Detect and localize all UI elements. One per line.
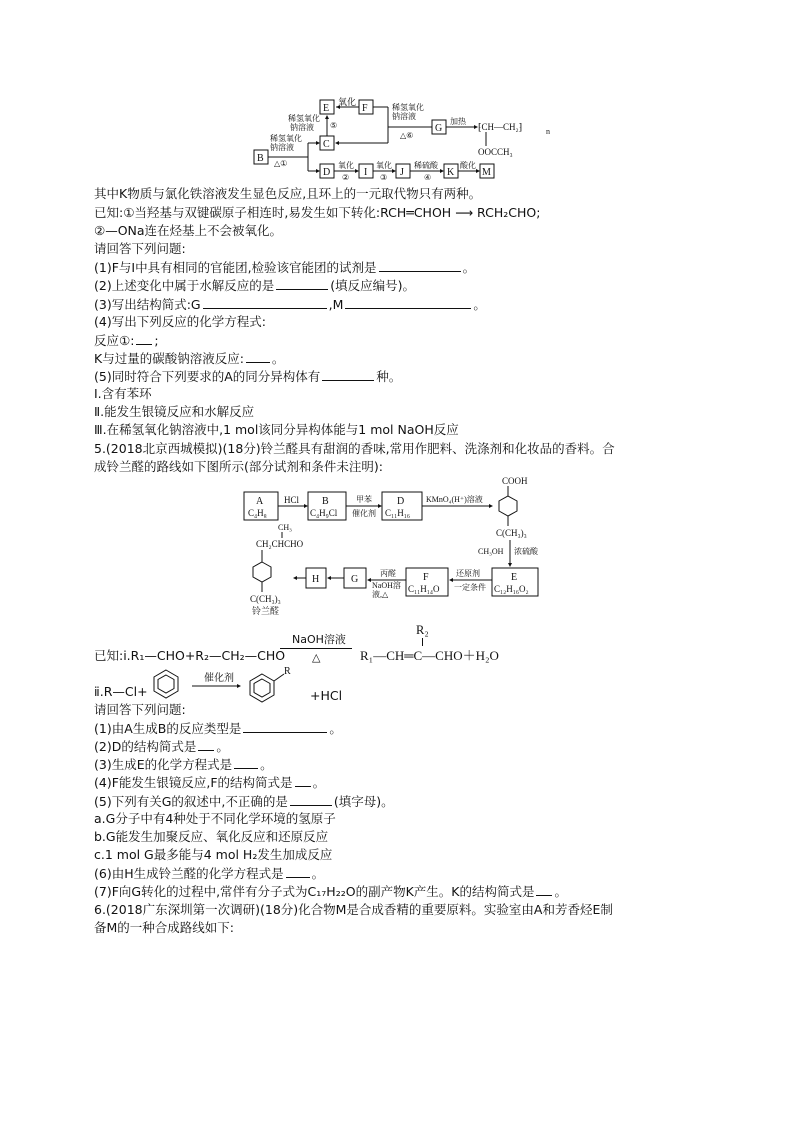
answer-blank-5[interactable] — [322, 368, 374, 381]
label-dilnaoh-g-1: 稀氢氧化 — [392, 103, 424, 112]
question-1: (1)F与I中具有相同的官能团,检验该官能团的试剂是 。 — [94, 260, 476, 275]
question-4: (4)写出下列反应的化学方程式: — [94, 314, 266, 329]
problem-6-intro-2: 备M的一种合成路线如下: — [94, 920, 234, 935]
box-b-label: B — [322, 496, 329, 507]
box-b-formula: C₄H₉Cl — [310, 508, 338, 518]
reagent-naoh: NaOH溶 — [372, 581, 401, 590]
polymer-main: ⁅CH—CH₂⁆ — [478, 122, 523, 132]
box-g-label: G — [351, 574, 359, 585]
text-known-1: 已知:①当羟基与双键碳原子相连时,易发生如下转化:RCH═CHOH ⟶ RCH₂CHO; — [94, 205, 541, 220]
text-answer-prompt: 请回答下列问题: — [94, 241, 186, 256]
question-2: (2)上述变化中属于水解反应的是 (填反应编号)。 — [94, 278, 415, 293]
answer-blank-3m[interactable] — [345, 296, 471, 309]
label-oxidation-ij: 氧化 — [376, 161, 392, 170]
known-reaction-ii: ⅱ.R—Cl+ — [94, 684, 148, 699]
reagent-ch3oh: CH₃OH — [478, 547, 504, 556]
label-heat: 加热 — [450, 117, 466, 126]
answer-blank-2[interactable] — [276, 277, 328, 290]
reagent-propanal: 丙醛 — [380, 569, 396, 578]
product-name: 铃兰醛 — [252, 606, 280, 616]
reaction-scheme-1 — [248, 96, 558, 180]
label-step5: ⑤ — [330, 121, 338, 130]
question-5: (5)同时符合下列要求的A的同分异构体有 种。 — [94, 369, 402, 384]
answer-blank-1[interactable] — [379, 259, 461, 272]
box-d-formula: C₁₁H₁₆ — [385, 508, 411, 518]
reaction-i-r2-bond — [422, 638, 423, 646]
q5-6: (6)由H生成铃兰醛的化学方程式是 。 — [94, 866, 325, 881]
box-b: B — [257, 153, 264, 164]
label-oxidation-ef: 氧化 — [338, 97, 357, 107]
option-c: c.1 mol G最多能与4 mol H₂发生加成反应 — [94, 847, 333, 862]
question-4-k: K与过量的碳酸钠溶液反应: 。 — [94, 351, 285, 366]
q5-5: (5)下列有关G的叙述中,不正确的是 (填字母)。 — [94, 794, 394, 809]
answer-blank-4a[interactable] — [136, 332, 152, 345]
label-dilnaoh-ce-1: 稀氢氧化 — [288, 114, 320, 123]
box-f-formula: C₁₁H₁₄O — [408, 584, 440, 594]
question-4-reaction1: 反应①: ; — [94, 333, 159, 348]
box-k: K — [447, 167, 455, 178]
label-step6: △⑥ — [400, 131, 414, 140]
answer-blank-q5-1[interactable] — [243, 720, 327, 733]
label-h2so4: 稀硫酸 — [414, 161, 438, 170]
box-j: J — [400, 167, 404, 178]
box-m: M — [482, 167, 491, 178]
box-e: E — [323, 103, 330, 114]
answer-blank-4b[interactable] — [246, 350, 270, 363]
box-e-formula: C₁₂H₁₆O₂ — [494, 584, 529, 594]
reaction-i-product: R₁—CH═C—CHO＋H₂O — [360, 648, 499, 663]
q5-7: (7)F向G转化的过程中,常伴有分子式为C₁₇H₂₂O的副产物K产生。K的结构简式是 。 — [94, 884, 567, 899]
answer-blank-q5-3[interactable] — [234, 756, 258, 769]
reaction-ii-structures — [150, 666, 320, 706]
answer-blank-q5-6[interactable] — [286, 865, 310, 878]
reaction-ii-hcl: +HCl — [310, 688, 343, 703]
condition-2: Ⅱ.能发生银镜反应和水解反应 — [94, 404, 255, 419]
polymer-n: n — [546, 127, 550, 136]
label-step2: ② — [342, 173, 350, 180]
q5-4: (4)F能发生银镜反应,F的结构简式是 。 — [94, 775, 326, 790]
tbu-label-2: C(CH₃)₃ — [250, 594, 281, 604]
problem-5-intro-2: 成铃兰醛的路线如下图所示(部分试剂和条件未注明): — [94, 459, 383, 474]
known-reaction-i: 已知:ⅰ.R₁—CHO+R₂—CH₂—CHO — [94, 648, 286, 663]
reagent-naoh-2: 液,△ — [372, 590, 389, 599]
label-dilnaoh-b-1: 稀氢氧化 — [270, 134, 302, 143]
ch3-label: CH₃ — [278, 523, 292, 532]
reagent-reductant: 还原剂 — [456, 569, 480, 578]
option-b: b.G能发生加聚反应、氧化反应和还原反应 — [94, 829, 329, 844]
box-c: C — [323, 139, 330, 150]
label-oxidation-di: 氧化 — [338, 161, 354, 170]
box-a-label: A — [256, 496, 264, 507]
answer-blank-q5-5[interactable] — [290, 793, 332, 806]
box-f: F — [362, 103, 368, 114]
reaction-i-r2: R₂ — [416, 623, 429, 637]
label-dilnaoh-ce-2: 钠溶液 — [290, 123, 314, 132]
box-g: G — [435, 123, 443, 134]
label-acidify: 酸化 — [460, 161, 476, 170]
label-dilnaoh-g-2: 钠溶液 — [392, 112, 416, 121]
condition-3: Ⅲ.在稀氢氧化钠溶液中,1 mol该同分异构体能与1 mol NaOH反应 — [94, 422, 459, 437]
box-e-label: E — [511, 572, 518, 583]
reagent-toluene: 甲苯 — [356, 495, 372, 504]
tbu-label-1: C(CH₃)₃ — [496, 528, 527, 538]
box-d-label: D — [397, 496, 405, 507]
side-chain-label: CH₂CHCHO — [256, 539, 304, 549]
answer-prompt-2: 请回答下列问题: — [94, 702, 186, 717]
box-f-label: F — [423, 572, 429, 583]
label-dilnaoh-b-2: 钠溶液 — [270, 143, 294, 152]
label-step3: ③ — [380, 173, 388, 180]
reagent-catalyst: 催化剂 — [352, 509, 376, 518]
question-3: (3)写出结构简式:G ,M 。 — [94, 297, 486, 312]
label-step1: △① — [274, 159, 288, 168]
option-a: a.G分子中有4种处于不同化学环境的氢原子 — [94, 811, 336, 826]
reaction-i-arrow — [280, 648, 352, 649]
answer-blank-q5-4[interactable] — [295, 774, 311, 787]
q5-2: (2)D的结构简式是 。 — [94, 739, 229, 754]
answer-blank-q5-2[interactable] — [198, 738, 214, 751]
box-d: D — [323, 167, 331, 178]
problem-6-intro: 6.(2018广东深圳第一次调研)(18分)化合物M是合成香精的重要原料。实验室由A和芳香烃E制 — [94, 902, 613, 917]
text-known-2: ②—ONa连在烃基上不会被氧化。 — [94, 223, 283, 238]
label-step4: ④ — [424, 173, 432, 180]
text-line-k-property: 其中K物质与氯化铁溶液发生显色反应,且环上的一元取代物只有两种。 — [94, 186, 482, 201]
reaction-scheme-2 — [230, 476, 560, 624]
reaction-ii-catalyst: 催化剂 — [204, 673, 234, 684]
reagent-hcl: HCl — [284, 495, 300, 505]
q5-1: (1)由A生成B的反应类型是 。 — [94, 721, 342, 736]
answer-blank-q5-7[interactable] — [536, 883, 552, 896]
cooh-label: COOH — [502, 476, 528, 486]
polymer-sub: OOCCH₃ — [478, 147, 513, 157]
reaction-i-condition-top: NaOH溶液 — [292, 633, 346, 646]
box-i: I — [364, 167, 368, 178]
reagent-h2so4: 浓硫酸 — [514, 547, 538, 556]
box-a-formula: C₄H₈ — [248, 508, 267, 518]
q5-3: (3)生成E的化学方程式是 。 — [94, 757, 273, 772]
condition-1: Ⅰ.含有苯环 — [94, 386, 152, 401]
box-h-label: H — [312, 574, 320, 585]
answer-blank-3g[interactable] — [203, 296, 327, 309]
reaction-i-condition-bottom: △ — [312, 651, 321, 664]
problem-5-intro: 5.(2018北京西城模拟)(18分)铃兰醛具有甜润的香味,常用作肥料、洗涤剂和化妆品的香料。合 — [94, 441, 615, 456]
reagent-condition: 一定条件 — [454, 583, 486, 592]
reaction-ii-r: R — [284, 666, 291, 677]
reagent-kmno4: KMnO₄(H⁺)溶液 — [426, 495, 483, 504]
